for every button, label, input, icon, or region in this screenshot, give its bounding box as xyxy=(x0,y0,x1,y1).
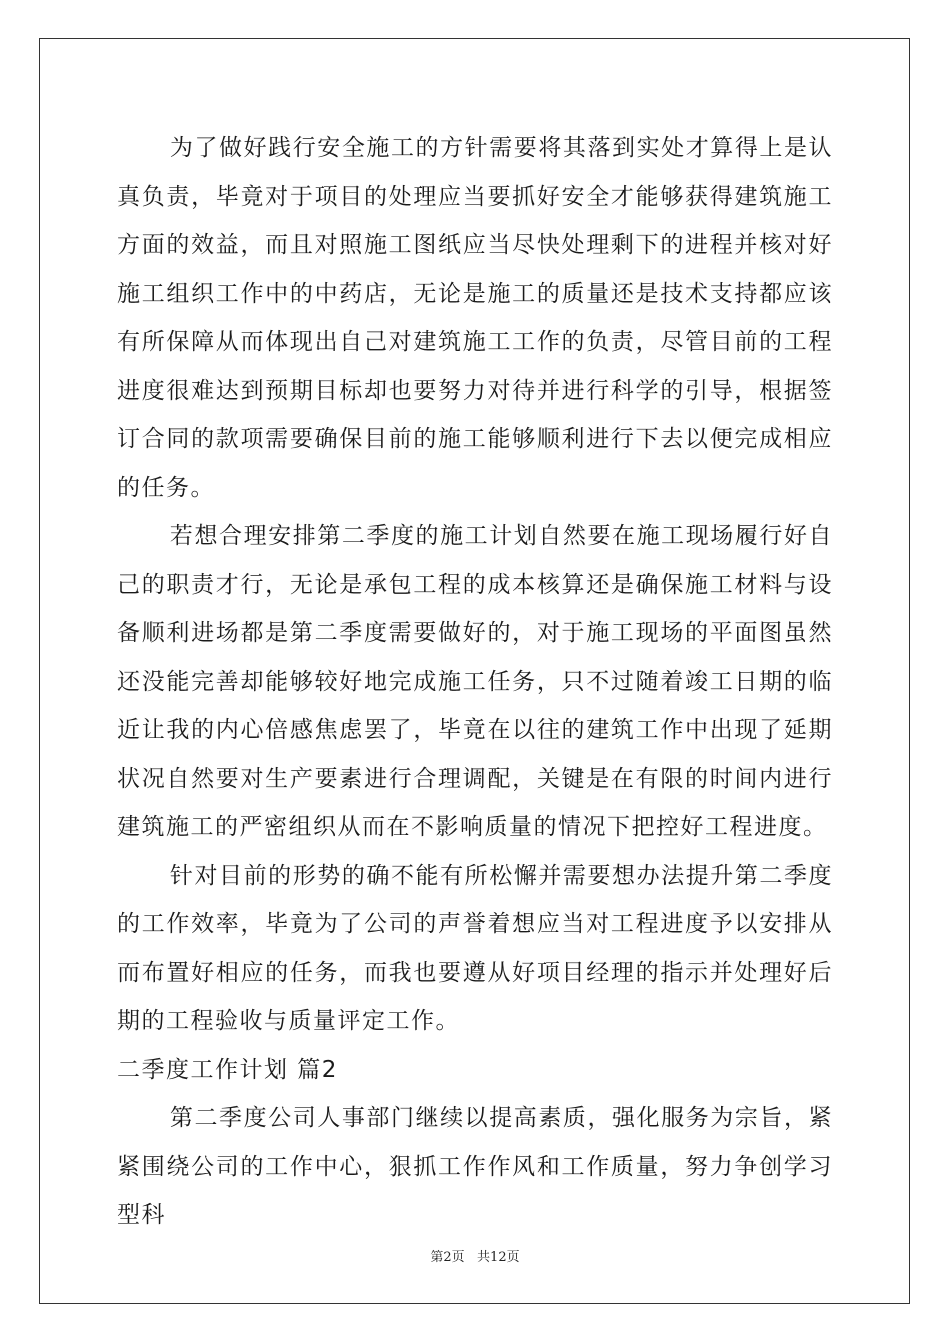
page-footer xyxy=(0,1246,950,1265)
paragraph: 第二季度公司人事部门继续以提高素质，强化服务为宗旨，紧紧围绕公司的工作中心，狠抓工作作风和工作质量，努力争创学习型科 xyxy=(117,1105,833,1228)
document-body xyxy=(117,124,833,1240)
section-heading: 二季度工作计划 篇2 xyxy=(117,1056,338,1083)
paragraph: 为了做好践行安全施工的方针需要将其落到实处才算得上是认真负责，毕竟对于项目的处理应当要抓好安全才能够获得建筑施工方面的效益，而且对照施工图纸应当尽快处理剩下的进程并核对好施工组织工作中的中药店，无论是施工的质量还是技术支持都应该有所保障从而体现出自己对建筑施工工作的负责，尽管目前的工程进度很难达到预期目标却也要努力对待并进行科学的引导，根据签订合同的款项需要确保目前的施工能够顺利进行下去以便完成相应的任务。 xyxy=(117,135,833,501)
page-number: 第2页 共12页 xyxy=(430,1250,520,1265)
paragraph: 若想合理安排第二季度的施工计划自然要在施工现场履行好自己的职责才行，无论是承包工程的成本核算还是确保施工材料与设备顺利进场都是第二季度需要做好的，对于施工现场的平面图虽然还没能完善却能够较好地完成施工任务，只不过随着竣工日期的临近让我的内心倍感焦虑罢了，毕竟在以往的建筑工作中出现了延期状况自然要对生产要素进行合理调配，关键是在有限的时间内进行建筑施工的严密组织从而在不影响质量的情况下把控好工程进度。 xyxy=(117,523,833,840)
paragraph: 针对目前的形势的确不能有所松懈并需要想办法提升第二季度的工作效率，毕竟为了公司的声誉着想应当对工程进度予以安排从而布置好相应的任务，而我也要遵从好项目经理的指示并处理好后期的工程验收与质量评定工作。 xyxy=(117,862,833,1034)
